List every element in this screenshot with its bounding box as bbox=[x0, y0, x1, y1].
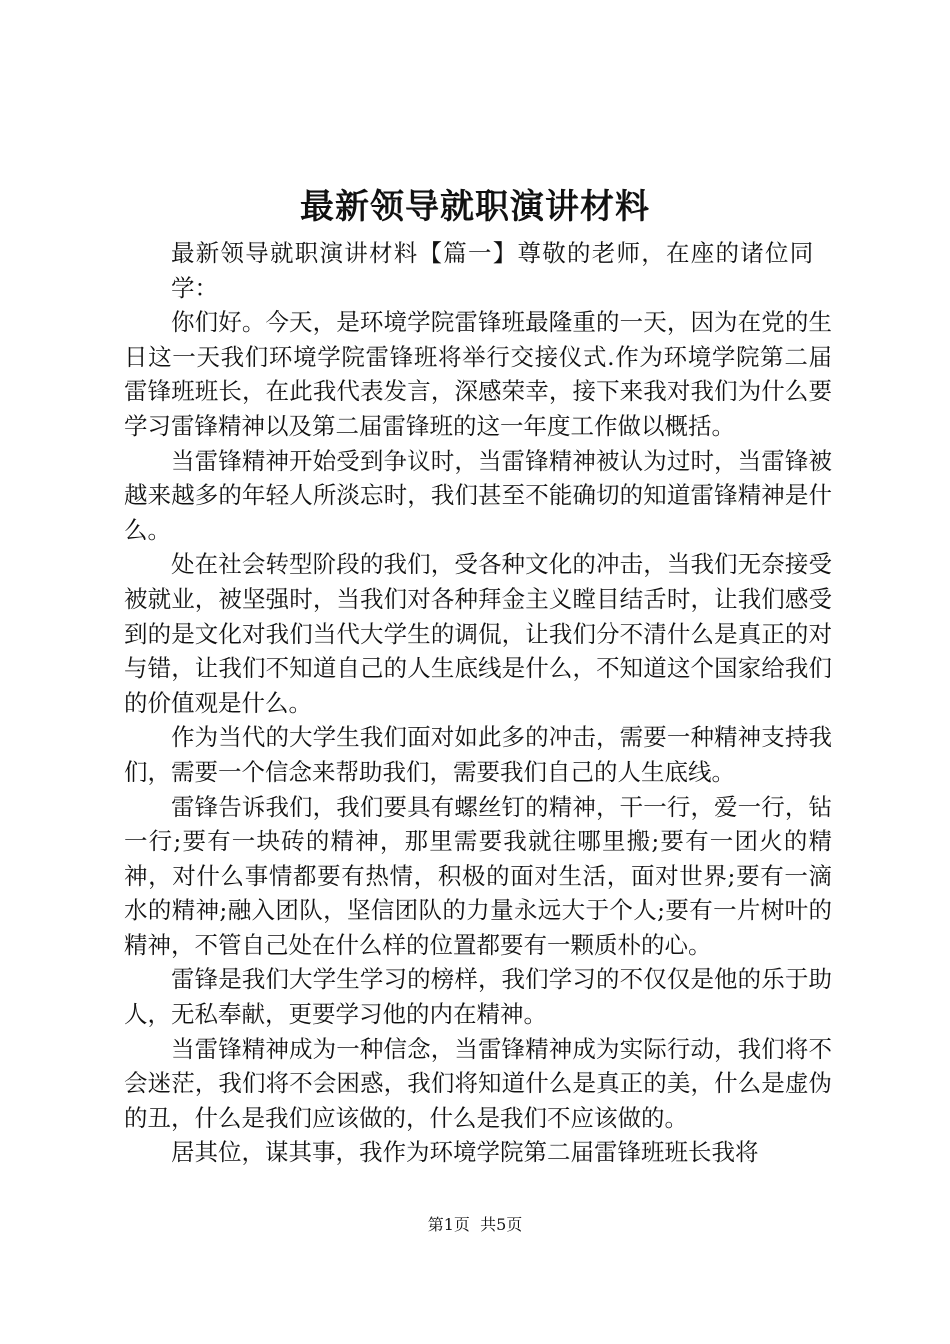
paragraph-5: 作为当代的大学生我们面对如此多的冲击，需要一种精神支持我们，需要一个信念来帮助我们，需要我们自己的人生底线。 bbox=[124, 723, 832, 786]
page-number: 第1页 bbox=[427, 1215, 470, 1234]
paragraph-3: 当雷锋精神开始受到争议时，当雷锋精神被认为过时，当雷锋被越来越多的年轻人所淡忘时，我们甚至不能确切的知道雷锋精神是什么。 bbox=[124, 446, 832, 544]
page-total: 共5页 bbox=[480, 1215, 523, 1234]
paragraph-2: 你们好。今天，是环境学院雷锋班最隆重的一天，因为在党的生日这一天我们环境学院雷锋班将举行交接仪式.作为环境学院第二届雷锋班班长，在此我代表发言，深感荣幸，接下来我对我们为什么要学习雷锋精神以及第二届雷锋班的这一年度工作做以概括。 bbox=[124, 308, 832, 440]
page-footer bbox=[0, 1213, 950, 1237]
paragraph-6: 雷锋告诉我们，我们要具有螺丝钉的精神，干一行，爱一行，钻一行;要有一块砖的精神，那里需要我就往哪里搬;要有一团火的精神，对什么事情都要有热情，积极的面对生活，面对世界;要有一滴水的精神;融入团队，坚信团队的力量永远大于个人;要有一片树叶的精神，不管自己处在什么样的位置都要有一颗质朴的心。 bbox=[124, 792, 832, 959]
paragraph-9: 居其位，谋其事，我作为环境学院第二届雷锋班班长我将 bbox=[171, 1138, 759, 1167]
document-body bbox=[124, 236, 832, 1170]
paragraph-1: 最新领导就职演讲材料【篇一】尊敬的老师，在座的诸位同学： bbox=[171, 239, 814, 302]
paragraph-7: 雷锋是我们大学生学习的榜样，我们学习的不仅仅是他的乐于助人，无私奉献，更要学习他的内在精神。 bbox=[124, 965, 832, 1029]
paragraph-8: 当雷锋精神成为一种信念，当雷锋精神成为实际行动，我们将不会迷茫，我们将不会困惑，我们将知道什么是真正的美，什么是虚伪的丑，什么是我们应该做的，什么是我们不应该做的。 bbox=[124, 1034, 832, 1132]
paragraph-4: 处在社会转型阶段的我们，受各种文化的冲击，当我们无奈接受被就业，被坚强时，当我们对各种拜金主义瞠目结舌时，让我们感受到的是文化对我们当代大学生的调侃，让我们分不清什么是真正的对与错，让我们不知道自己的人生底线是什么，不知道这个国家给我们的价值观是什么。 bbox=[124, 550, 832, 717]
document-title: 最新领导就职演讲材料 bbox=[300, 187, 650, 227]
